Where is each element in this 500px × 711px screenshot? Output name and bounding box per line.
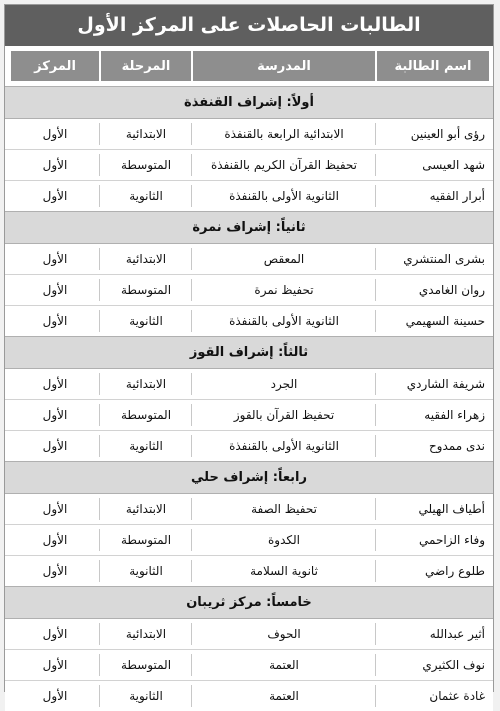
table-row [5, 119, 493, 149]
column-divider [191, 154, 192, 176]
table-row [5, 649, 493, 680]
column-divider [99, 560, 100, 582]
column-divider [191, 310, 192, 332]
header-rank: المركز [11, 51, 99, 81]
table-row [5, 149, 493, 180]
column-divider [375, 529, 376, 551]
column-divider [375, 404, 376, 426]
column-divider [99, 404, 100, 426]
stage-cell: الثانوية [129, 439, 163, 453]
school-name: المعقص [263, 252, 305, 266]
student-name: طلوع راضي [424, 564, 485, 578]
student-name: شريفة الشاردي [406, 377, 485, 391]
rank-cell: الأول [42, 502, 68, 516]
stage-cell: المتوسطة [120, 408, 172, 422]
section-header: خامساً: مركز ثريبان [5, 586, 493, 619]
table-row [5, 369, 493, 399]
rank-cell: الأول [42, 408, 68, 422]
rank-cell: الأول [42, 158, 68, 172]
column-divider [191, 529, 192, 551]
school-name: الابتدائية الرابعة بالقنفذة [224, 127, 344, 141]
student-name: نوف الكثيري [422, 658, 485, 672]
section-header: ثالثاً: إشراف القوز [5, 336, 493, 369]
school-name: الثانوية الأولى بالقنفذة [229, 439, 339, 453]
student-name: حسينة السهيمي [405, 314, 485, 328]
column-divider [375, 123, 376, 145]
school-name: الكدوة [268, 533, 300, 547]
table-row [5, 274, 493, 305]
rank-cell: الأول [42, 283, 68, 297]
column-divider [99, 279, 100, 301]
stage-cell: الابتدائية [125, 377, 167, 391]
stage-cell: الابتدائية [125, 502, 167, 516]
stage-cell: الثانوية [129, 689, 163, 703]
stage-cell: المتوسطة [120, 283, 172, 297]
stage-cell: الابتدائية [125, 252, 167, 266]
column-divider [99, 529, 100, 551]
column-divider [191, 623, 192, 645]
school-name: تحفيظ القرآن الكريم بالقنفذة [211, 158, 358, 172]
column-divider [191, 373, 192, 395]
student-name: أبرار الفقيه [429, 189, 485, 203]
school-name: ثانوية السلامة [250, 564, 318, 578]
table-row [5, 555, 493, 586]
column-divider [375, 654, 376, 676]
school-name: الثانوية الأولى بالقنفذة [229, 314, 339, 328]
stage-cell: الثانوية [129, 564, 163, 578]
school-name: العتمة [269, 658, 299, 672]
section-header: رابعاً: إشراف حلي [5, 461, 493, 494]
column-divider [191, 498, 192, 520]
student-name: ندى ممدوح [428, 439, 485, 453]
results-table [4, 4, 494, 703]
column-divider [375, 623, 376, 645]
school-name: الجرد [270, 377, 298, 391]
table-row [5, 399, 493, 430]
column-divider [191, 404, 192, 426]
column-divider [99, 435, 100, 457]
header-name: اسم الطالبة [377, 51, 489, 81]
table-row [5, 680, 493, 711]
school-name: تحفيظ الصفة [251, 502, 317, 516]
column-divider [191, 560, 192, 582]
column-divider [99, 185, 100, 207]
student-name: بشرى المنتشري [403, 252, 485, 266]
stage-cell: المتوسطة [120, 533, 172, 547]
stage-cell: المتوسطة [120, 658, 172, 672]
column-divider [375, 685, 376, 707]
student-name: أثير عبدالله [429, 627, 485, 641]
table-row [5, 180, 493, 211]
school-name: تحفيظ القرآن بالقوز [233, 408, 335, 422]
school-name: تحفيظ نمرة [254, 283, 314, 297]
rank-cell: الأول [42, 189, 68, 203]
table-row [5, 494, 493, 524]
column-divider [375, 248, 376, 270]
table-row [5, 430, 493, 461]
stage-cell: الابتدائية [125, 127, 167, 141]
column-divider [191, 279, 192, 301]
column-divider [99, 685, 100, 707]
column-divider [99, 623, 100, 645]
school-name: الحوف [267, 627, 301, 641]
table-row [5, 619, 493, 649]
column-divider [375, 279, 376, 301]
column-divider [375, 373, 376, 395]
column-divider [99, 154, 100, 176]
header-school: المدرسة [193, 51, 375, 81]
rank-cell: الأول [42, 377, 68, 391]
rank-cell: الأول [42, 533, 68, 547]
student-name: غادة عثمان [429, 689, 485, 703]
stage-cell: المتوسطة [120, 158, 172, 172]
rank-cell: الأول [42, 314, 68, 328]
stage-cell: الثانوية [129, 189, 163, 203]
column-divider [375, 498, 376, 520]
student-name: رؤى أبو العينين [410, 127, 485, 141]
student-name: وفاء الزاحمي [419, 533, 485, 547]
student-name: روان الغامدي [418, 283, 485, 297]
column-divider [375, 560, 376, 582]
table-header [5, 46, 493, 86]
column-divider [99, 654, 100, 676]
column-divider [99, 248, 100, 270]
table-row [5, 244, 493, 274]
school-name: الثانوية الأولى بالقنفذة [229, 189, 339, 203]
table-row [5, 305, 493, 336]
column-divider [191, 685, 192, 707]
column-divider [99, 123, 100, 145]
stage-cell: الابتدائية [125, 627, 167, 641]
column-divider [191, 185, 192, 207]
rank-cell: الأول [42, 252, 68, 266]
table-row [5, 524, 493, 555]
stage-cell: الثانوية [129, 314, 163, 328]
rank-cell: الأول [42, 127, 68, 141]
school-name: العتمة [269, 689, 299, 703]
column-divider [375, 154, 376, 176]
column-divider [99, 373, 100, 395]
column-divider [191, 123, 192, 145]
rank-cell: الأول [42, 658, 68, 672]
column-divider [191, 654, 192, 676]
table-body [5, 86, 493, 711]
column-divider [99, 310, 100, 332]
rank-cell: الأول [42, 564, 68, 578]
student-name: أطياف الهيلي [418, 502, 485, 516]
student-name: شهد العيسى [422, 158, 485, 172]
column-divider [375, 185, 376, 207]
column-divider [191, 248, 192, 270]
column-divider [375, 310, 376, 332]
section-header: ثانياً: إشراف نمرة [5, 211, 493, 244]
column-divider [191, 435, 192, 457]
rank-cell: الأول [42, 627, 68, 641]
column-divider [375, 435, 376, 457]
rank-cell: الأول [42, 439, 68, 453]
header-stage: المرحلة [101, 51, 191, 81]
rank-cell: الأول [42, 689, 68, 703]
column-divider [99, 498, 100, 520]
table-title: الطالبات الحاصلات على المركز الأول [5, 5, 493, 46]
section-header: أولاً: إشراف القنفذة [5, 86, 493, 119]
student-name: زهراء الفقيه [424, 408, 485, 422]
